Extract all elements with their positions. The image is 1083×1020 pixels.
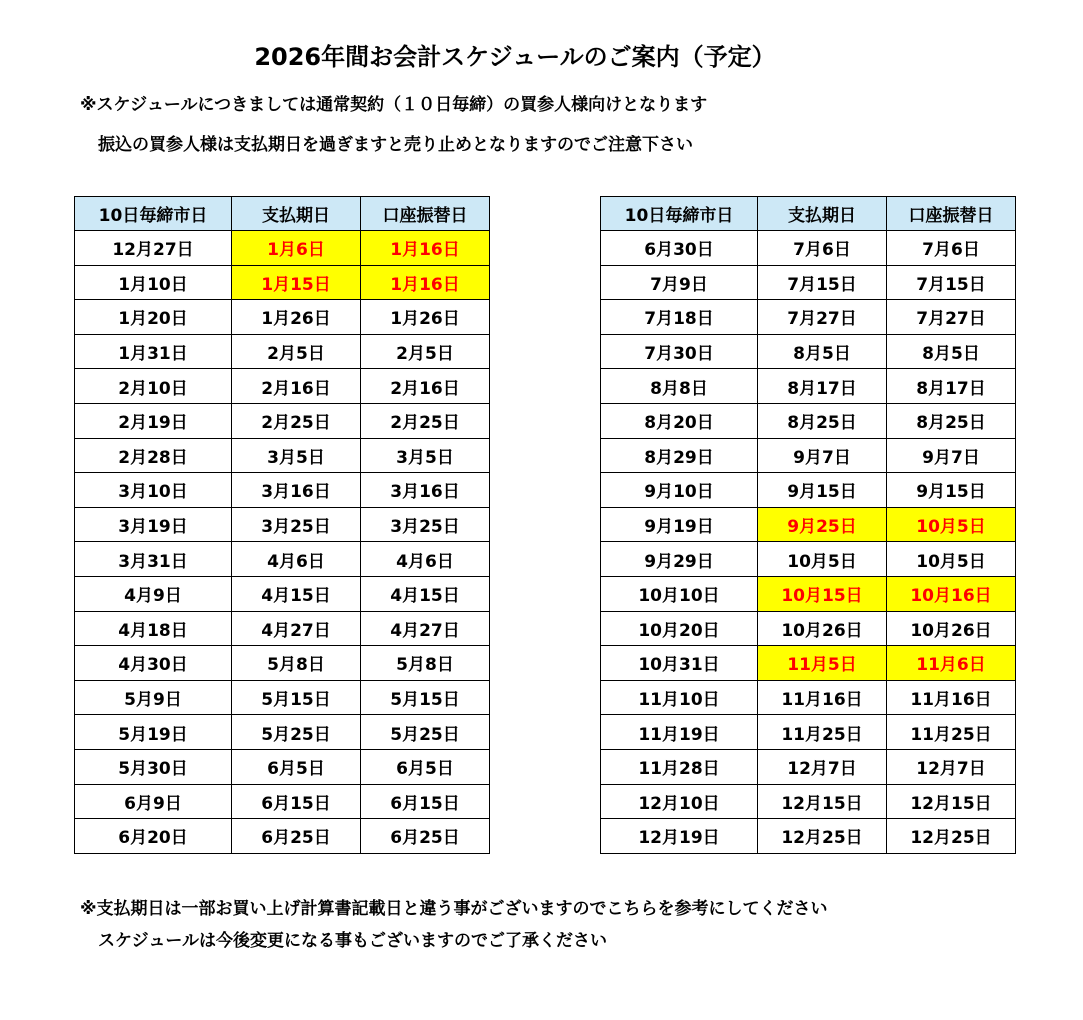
table-header-row — [601, 197, 1016, 231]
cell-transfer-date: 8月17日 — [887, 369, 1016, 404]
cell-payment-due: 9月15日 — [758, 473, 887, 508]
column-header-payment-due: 支払期日 — [232, 197, 361, 231]
schedule-table-right — [600, 196, 1016, 854]
cell-payment-due: 6月25日 — [232, 819, 361, 854]
cell-transfer-date: 7月27日 — [887, 300, 1016, 335]
cell-market-date: 9月29日 — [601, 542, 758, 577]
table-row — [601, 749, 1016, 784]
column-header-market-date: 10日毎締市日 — [601, 197, 758, 231]
cell-market-date: 12月10日 — [601, 784, 758, 819]
cell-market-date: 7月9日 — [601, 265, 758, 300]
cell-payment-due: 4月6日 — [232, 542, 361, 577]
cell-transfer-date: 3月16日 — [361, 473, 490, 508]
cell-market-date: 4月9日 — [75, 576, 232, 611]
cell-payment-due: 7月6日 — [758, 231, 887, 266]
cell-market-date: 7月30日 — [601, 334, 758, 369]
cell-market-date: 3月19日 — [75, 507, 232, 542]
cell-market-date: 3月10日 — [75, 473, 232, 508]
cell-payment-due: 3月25日 — [232, 507, 361, 542]
cell-payment-due: 4月15日 — [232, 576, 361, 611]
cell-transfer-date: 3月5日 — [361, 438, 490, 473]
payment-date-note: ※支払期日は一部お買い上げ計算書記載日と違う事がございますのでこちらを参考にしてください — [80, 899, 828, 919]
table-row — [75, 265, 490, 300]
cell-transfer-date: 11月25日 — [887, 715, 1016, 750]
cell-market-date: 3月31日 — [75, 542, 232, 577]
column-header-payment-due: 支払期日 — [758, 197, 887, 231]
column-header-market-date: 10日毎締市日 — [75, 197, 232, 231]
table-row — [601, 438, 1016, 473]
table-row — [601, 576, 1016, 611]
cell-market-date: 2月28日 — [75, 438, 232, 473]
table-row — [601, 611, 1016, 646]
table-row — [75, 715, 490, 750]
table-row — [601, 680, 1016, 715]
table-row — [75, 334, 490, 369]
table-row — [601, 715, 1016, 750]
cell-market-date: 6月9日 — [75, 784, 232, 819]
table-row — [601, 369, 1016, 404]
table-row — [601, 819, 1016, 854]
column-header-transfer-date: 口座振替日 — [887, 197, 1016, 231]
cell-market-date: 7月18日 — [601, 300, 758, 335]
cell-transfer-date: 10月5日 — [887, 542, 1016, 577]
cell-payment-due: 8月5日 — [758, 334, 887, 369]
cell-payment-due: 5月8日 — [232, 646, 361, 681]
cell-payment-due: 12月15日 — [758, 784, 887, 819]
table-header-row — [75, 197, 490, 231]
table-row — [601, 403, 1016, 438]
cell-transfer-date: 5月8日 — [361, 646, 490, 681]
cell-market-date: 9月19日 — [601, 507, 758, 542]
cell-market-date: 1月10日 — [75, 265, 232, 300]
cell-payment-due: 11月5日 — [758, 646, 887, 681]
cell-market-date: 8月8日 — [601, 369, 758, 404]
table-row — [601, 542, 1016, 577]
cell-transfer-date: 8月25日 — [887, 403, 1016, 438]
table-row — [75, 646, 490, 681]
cell-transfer-date: 4月6日 — [361, 542, 490, 577]
cell-market-date: 10月20日 — [601, 611, 758, 646]
cell-market-date: 2月10日 — [75, 369, 232, 404]
cell-payment-due: 2月5日 — [232, 334, 361, 369]
table-row — [75, 611, 490, 646]
cell-payment-due: 8月25日 — [758, 403, 887, 438]
transfer-warning-note: 振込の買参人様は支払期日を過ぎますと売り止めとなりますのでご注意下さい — [98, 135, 693, 155]
cell-market-date: 6月20日 — [75, 819, 232, 854]
cell-payment-due: 12月25日 — [758, 819, 887, 854]
cell-transfer-date: 9月15日 — [887, 473, 1016, 508]
cell-transfer-date: 1月16日 — [361, 265, 490, 300]
cell-transfer-date: 6月25日 — [361, 819, 490, 854]
cell-transfer-date: 9月7日 — [887, 438, 1016, 473]
cell-payment-due: 5月15日 — [232, 680, 361, 715]
cell-transfer-date: 1月16日 — [361, 231, 490, 266]
cell-payment-due: 7月15日 — [758, 265, 887, 300]
cell-payment-due: 3月5日 — [232, 438, 361, 473]
cell-payment-due: 8月17日 — [758, 369, 887, 404]
cell-payment-due: 1月6日 — [232, 231, 361, 266]
table-row — [75, 403, 490, 438]
cell-payment-due: 11月16日 — [758, 680, 887, 715]
cell-payment-due: 1月15日 — [232, 265, 361, 300]
table-row — [75, 680, 490, 715]
cell-payment-due: 6月15日 — [232, 784, 361, 819]
cell-payment-due: 4月27日 — [232, 611, 361, 646]
cell-payment-due: 2月25日 — [232, 403, 361, 438]
cell-market-date: 9月10日 — [601, 473, 758, 508]
cell-transfer-date: 6月15日 — [361, 784, 490, 819]
cell-payment-due: 11月25日 — [758, 715, 887, 750]
cell-payment-due: 3月16日 — [232, 473, 361, 508]
table-row — [601, 784, 1016, 819]
cell-transfer-date: 5月15日 — [361, 680, 490, 715]
cell-payment-due: 5月25日 — [232, 715, 361, 750]
cell-transfer-date: 10月5日 — [887, 507, 1016, 542]
schedule-table-right-body — [601, 231, 1016, 854]
cell-market-date: 11月10日 — [601, 680, 758, 715]
cell-payment-due: 7月27日 — [758, 300, 887, 335]
cell-transfer-date: 2月5日 — [361, 334, 490, 369]
table-row — [75, 369, 490, 404]
cell-transfer-date: 4月15日 — [361, 576, 490, 611]
table-row — [75, 542, 490, 577]
cell-market-date: 4月18日 — [75, 611, 232, 646]
cell-payment-due: 6月5日 — [232, 749, 361, 784]
cell-payment-due: 12月7日 — [758, 749, 887, 784]
column-header-transfer-date: 口座振替日 — [361, 197, 490, 231]
table-row — [75, 300, 490, 335]
cell-market-date: 1月31日 — [75, 334, 232, 369]
cell-payment-due: 9月25日 — [758, 507, 887, 542]
cell-market-date: 8月20日 — [601, 403, 758, 438]
table-row — [601, 507, 1016, 542]
cell-transfer-date: 12月7日 — [887, 749, 1016, 784]
cell-payment-due: 10月26日 — [758, 611, 887, 646]
cell-market-date: 11月28日 — [601, 749, 758, 784]
cell-transfer-date: 11月16日 — [887, 680, 1016, 715]
table-row — [601, 646, 1016, 681]
cell-transfer-date: 11月6日 — [887, 646, 1016, 681]
cell-market-date: 5月19日 — [75, 715, 232, 750]
table-row — [601, 265, 1016, 300]
cell-market-date: 5月30日 — [75, 749, 232, 784]
table-row — [75, 231, 490, 266]
table-row — [75, 819, 490, 854]
cell-payment-due: 10月5日 — [758, 542, 887, 577]
table-row — [601, 334, 1016, 369]
table-row — [601, 300, 1016, 335]
cell-transfer-date: 1月26日 — [361, 300, 490, 335]
cell-market-date: 12月27日 — [75, 231, 232, 266]
cell-transfer-date: 10月26日 — [887, 611, 1016, 646]
cell-market-date: 5月9日 — [75, 680, 232, 715]
schedule-change-note: スケジュールは今後変更になる事もございますのでご了承ください — [98, 931, 607, 951]
table-row — [601, 231, 1016, 266]
cell-payment-due: 1月26日 — [232, 300, 361, 335]
cell-transfer-date: 3月25日 — [361, 507, 490, 542]
cell-transfer-date: 10月16日 — [887, 576, 1016, 611]
cell-transfer-date: 12月15日 — [887, 784, 1016, 819]
table-row — [75, 438, 490, 473]
cell-transfer-date: 5月25日 — [361, 715, 490, 750]
schedule-table-left — [74, 196, 490, 854]
table-row — [75, 784, 490, 819]
schedule-table-left-body — [75, 231, 490, 854]
page-title: 2026年間お会計スケジュールのご案内（予定） — [254, 43, 776, 71]
cell-market-date: 4月30日 — [75, 646, 232, 681]
cell-market-date: 2月19日 — [75, 403, 232, 438]
cell-payment-due: 9月7日 — [758, 438, 887, 473]
cell-transfer-date: 7月15日 — [887, 265, 1016, 300]
table-row — [75, 507, 490, 542]
cell-market-date: 1月20日 — [75, 300, 232, 335]
cell-transfer-date: 4月27日 — [361, 611, 490, 646]
cell-market-date: 10月31日 — [601, 646, 758, 681]
cell-transfer-date: 7月6日 — [887, 231, 1016, 266]
contract-note: ※スケジュールにつきましては通常契約（１０日毎締）の買参人様向けとなります — [80, 95, 708, 115]
table-row — [75, 576, 490, 611]
cell-transfer-date: 2月16日 — [361, 369, 490, 404]
cell-market-date: 12月19日 — [601, 819, 758, 854]
table-row — [75, 473, 490, 508]
cell-transfer-date: 6月5日 — [361, 749, 490, 784]
cell-market-date: 6月30日 — [601, 231, 758, 266]
cell-market-date: 8月29日 — [601, 438, 758, 473]
cell-transfer-date: 2月25日 — [361, 403, 490, 438]
cell-transfer-date: 8月5日 — [887, 334, 1016, 369]
cell-payment-due: 2月16日 — [232, 369, 361, 404]
cell-payment-due: 10月15日 — [758, 576, 887, 611]
table-row — [601, 473, 1016, 508]
cell-market-date: 10月10日 — [601, 576, 758, 611]
table-row — [75, 749, 490, 784]
cell-transfer-date: 12月25日 — [887, 819, 1016, 854]
cell-market-date: 11月19日 — [601, 715, 758, 750]
